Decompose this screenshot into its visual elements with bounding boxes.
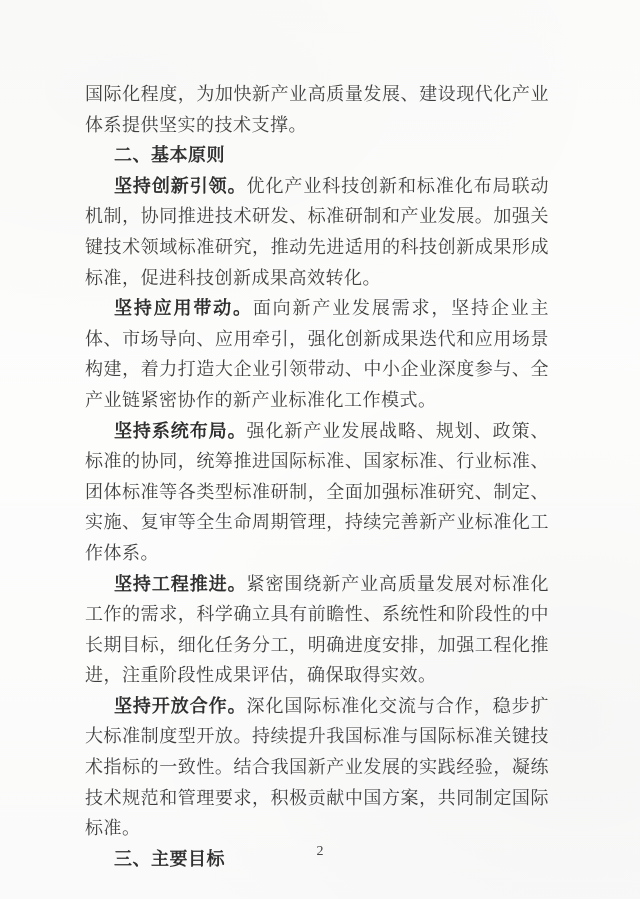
principle-text-application: 面向新产业发展需求，坚持企业主体、市场导向、应用牵引，强化创新成果迭代和应用场景构建，着力打造大企业引领带动、中小企业深度参与、全产业链紧密协作的新产业标准化工作模式。 (85, 298, 550, 410)
principle-lead-open-cooperation: 坚持开放合作。 (114, 695, 247, 716)
principle-paragraph-application (85, 293, 549, 415)
continuation-paragraph: 国际化程度，为加快新产业高质量发展、建设现代化产业体系提供坚实的技术支撑。 (85, 84, 549, 135)
page-number: 2 (316, 844, 324, 859)
principle-lead-system-layout: 坚持系统布局。 (114, 420, 247, 441)
principle-lead-application: 坚持应用带动。 (114, 298, 253, 319)
principle-lead-innovation: 坚持创新引领。 (114, 175, 247, 196)
section-heading-basic-principles: 二、基本原则 (114, 145, 225, 166)
principle-paragraph-innovation (85, 171, 549, 293)
principle-paragraph-engineering (85, 569, 549, 691)
principle-text-innovation: 优化产业科技创新和标准化布局联动机制，协同推进技术研发、标准研制和产业发展。加强关键技术领域标准研究，推动先进适用的科技创新成果形成标准，促进科技创新成果高效转化。 (85, 175, 550, 288)
document-body (85, 79, 549, 874)
principle-text-system-layout: 强化新产业发展战略、规划、政策、标准的协同，统筹推进国际标准、国家标准、行业标准、团体标准等各类型标准研制，全面加强标准研究、制定、实施、复审等全生命周期管理，持续完善新产业标准化工作体系。 (85, 420, 550, 563)
section-heading-main-goals: 三、主要目标 (114, 848, 225, 869)
principle-lead-engineering: 坚持工程推进。 (114, 573, 247, 594)
principle-text-open-cooperation: 深化国际标准化交流与合作，稳步扩大标准制度型开放。持续提升我国标准与国际标准关键技术指标的一致性。结合我国新产业发展的实践经验，凝练技术规范和管理要求，积极贡献中国方案，共同制定国际标准。 (85, 695, 550, 839)
principle-paragraph-open-cooperation (85, 691, 549, 844)
principle-text-engineering: 紧密围绕新产业高质量发展对标准化工作的需求，科学确立具有前瞻性、系统性和阶段性的中长期目标，细化任务分工，明确进度安排，加强工程化推进，注重阶段性成果评估，确保取得实效。 (85, 573, 550, 686)
principle-paragraph-system-layout (85, 416, 549, 569)
